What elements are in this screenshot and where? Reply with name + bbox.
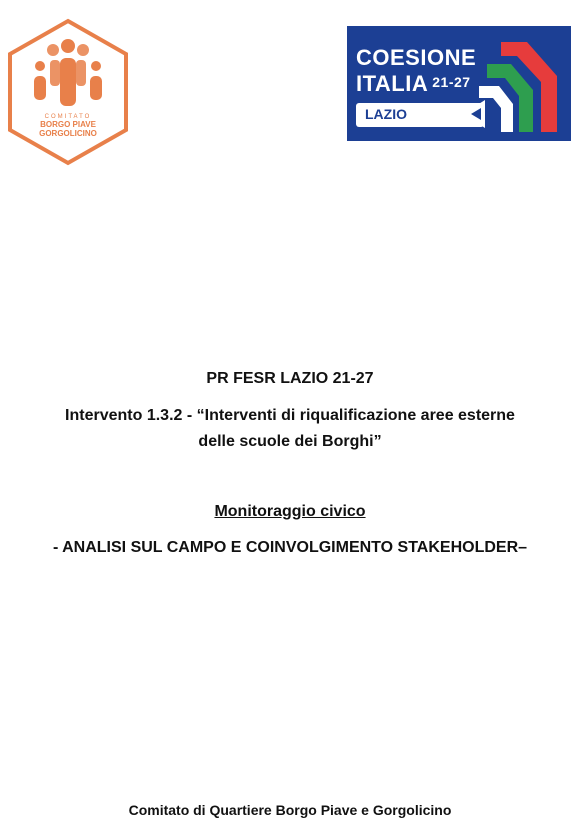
logo-text-line3: GORGOLICINO bbox=[39, 129, 97, 138]
logo-coesione-text: COESIONE bbox=[356, 45, 477, 70]
comitato-logo bbox=[6, 18, 130, 166]
logo-text-line2: BORGO PIAVE bbox=[40, 120, 96, 129]
intervention-line-1: Intervento 1.3.2 - “Interventi di riqualificazione aree esterne bbox=[65, 407, 515, 424]
logo-italia-text: ITALIA bbox=[356, 71, 429, 96]
coesione-italia-logo bbox=[347, 26, 571, 141]
logo-italia-line bbox=[356, 70, 471, 96]
program-title: PR FESR LAZIO 21-27 bbox=[206, 370, 374, 387]
section-heading: - ANALISI SUL CAMPO E COINVOLGIMENTO STAKEHOLDER– bbox=[52, 539, 528, 556]
footer-author: Comitato di Quartiere Borgo Piave e Gorgolicino bbox=[128, 802, 452, 818]
logo-text-line1: COMITATO bbox=[44, 114, 92, 120]
tricolor-arrows-icon bbox=[457, 32, 569, 136]
subtitle: Monitoraggio civico bbox=[214, 503, 366, 520]
logo-region-text: LAZIO bbox=[365, 106, 407, 122]
intervention-line-2: delle scuole dei Borghi” bbox=[198, 433, 382, 450]
intervention-title bbox=[0, 403, 580, 455]
people-group-icon bbox=[6, 18, 130, 166]
logo-years-text: 21-27 bbox=[432, 74, 471, 90]
